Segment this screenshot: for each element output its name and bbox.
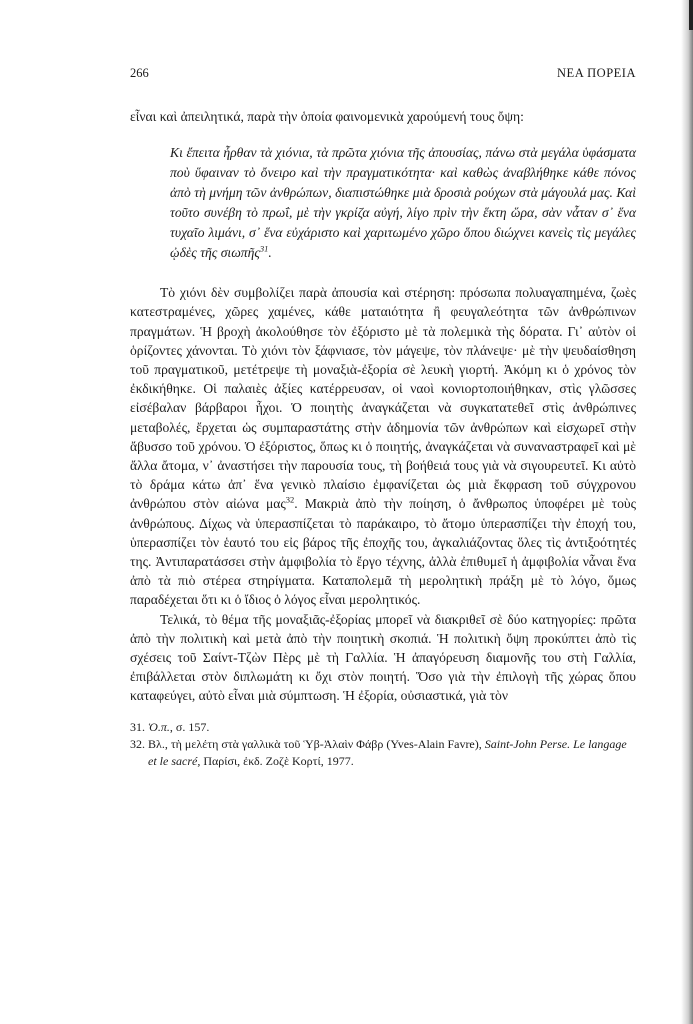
footnote-ref-32: 32 bbox=[285, 494, 295, 505]
page-edge-corner bbox=[689, 0, 693, 30]
footnote-31-page: , σ. 157. bbox=[169, 719, 210, 734]
block-quote: Κι ἔπειτα ἦρθαν τὰ χιόνια, τὰ πρῶτα χιόνια τῆς ἀπουσίας, πάνω στὰ μεγάλα ὑφάσματα ποὺ ὕφαιναν τὸ ὄνειρο καὶ τὴν πραγματικότητα· καὶ καθὼς ἀναβλήθηκε κάθε πόνος ἀπὸ τὴ μνήμη τῶν ἀνθρώπων, διαπιστώθηκε μιὰ δροσιὰ ρούχων στὰ μάγουλά μας. Καὶ τοῦτο συνέβη τὸ πρωΐ, μὲ τὴν γκρίζα αὐγή, λίγο πρὶν τὴν ἕκτη ὥρα, σὰν νἆταν σ᾽ ἕνα τυχαῖο λιμάνι, σ᾽ ἕνα εὐχάριστο καὶ χαριτωμένο χῶρο ὅπου διώχνει κανεὶς τὶς μεγάλες ᾠδὲς τῆς σιωπῆς$^{31}$. bbox=[170, 145, 636, 261]
page-header bbox=[130, 66, 636, 86]
page-number: 266 bbox=[130, 66, 149, 80]
paragraph-1-part-1: Τὸ χιόνι δὲν συμβολίζει παρὰ ἀπουσία καὶ στέρηση: πρόσωπα πολυαγαπημένα, ζωὲς κατεστραμένες, χῶρες χαμένες, κάθε ματαιότητα ἢ φευγαλεότητα τῶν ἀνθρώπινων πραγμάτων. Ἡ βροχὴ ἀκολούθησε τὸν ἐξόριστο μὲ τὰ πολεμικὰ τὴς δόρατα. Γι᾽ αὐτὸν οἱ ὁρίζοντες χάνονται. Τὸ χιόνι τὸν ξάφνιασε, τὸν μάγεψε, τὸν πλάνεψε· μὲ τὴν ψευδαίσθηση τοῦ πραγματικοῦ, μετέτρεψε τὴ μοναξιὰ-ἐξορία σὲ λευκὴ γιορτή. Ἀκόμη κι ὁ χρόνος τὸν ἐκδικήθηκε. Οἱ παλαιὲς ἀξίες κατέρρευσαν, οἱ ναοὶ κονιορτοποιήθηκαν, στὶς γλῶσσες εἰσέβαλαν βάρβαροι ἦχοι. Ὁ ποιητὴς ἀναγκάζεται νὰ συγκατατεθεῖ στὶς ἀνθρώπινες μεταβολές, ἔρχεται ὡς συμπαραστάτης στὴν ἀδημονία τῶν ἀνθρώπων καὶ εἰσχωρεῖ στὴν ἄβυσσο τοῦ χρόνου. Ὁ ἐξόριστος, ὅπως κι ὁ ποιητής, ἀναγκάζεται νὰ συναναστραφεῖ καὶ μὲ ἄλλα ἄτομα, ν᾽ ἀναστήσει τὴν παρουσία τους, τὴ βοήθειά τους γιὰ νὰ σιγουρευτεῖ. Κι αὐτὸ τὸ δράμα κάτω ἀπ᾽ ἕνα γενικὸ πλαίσιο ἐμφανίζεται ὡς μιὰ ἔκφραση τοῦ σύγχρονου ἀνθρώπου στὸν αἰώνα μας bbox=[130, 285, 636, 512]
paragraph-1 bbox=[130, 283, 636, 609]
footnotes bbox=[130, 719, 636, 770]
footnote-31-source: Ὁ.π. bbox=[148, 719, 170, 734]
footnote-32-text-b: Παρίσι, ἐκδ. Ζοζὲ Κορτί, 1977. bbox=[200, 753, 354, 768]
footnote-32-title: Saint-John Perse. Le langage et le sacré, bbox=[148, 736, 627, 768]
footnote-31 bbox=[130, 719, 636, 736]
footnote-31-number: 31. bbox=[130, 719, 145, 734]
page-edge-shadow bbox=[681, 0, 693, 1024]
footnote-ref-31: 31 bbox=[259, 243, 269, 254]
footnote-32 bbox=[130, 736, 636, 770]
paragraph-1-part-2: . Μακριὰ ἀπὸ τὴν ποίηση, ὁ ἄνθρωπος ὑποφέρει μὲ τοὺς ἀνθρώπους. Δίχως νὰ ὑπερασπίζεται τὸ παράκαιρο, τὸ ἄτομο ὑπερασπίζει τὴν ἐποχή του, ὑπερασπίζει τὸν ἑαυτό του εἰς βάρος τῆς ἐποχῆς του, ἀγκαλιάζοντας ὅλες τὶς ἀντιξοότητές της. Ἀντιπαρατάσσει στὴν ἀμφιβολία τὸ ἔργο τέχνης, ἀλλὰ ἐπιθυμεῖ ἡ ἀμφιβολία νἆναι ἕνα ἀπὸ τὰ πιὸ στέρεα στηρίγματα. Καταπολεμᾶ τὴ μερολητικὴ πράξη μὲ τὸ λόγο, ὅμως παραδέχεται ὅτι κι ὁ ἴδιος ὁ λόγος εἶναι μερολητικός. bbox=[130, 496, 636, 608]
quote-text: Κι ἔπειτα ἦρθαν τὰ χιόνια, τὰ πρῶτα χιόνια τῆς ἀπουσίας, πάνω στὰ μεγάλα ὑφάσματα ποὺ ὕφαιναν τὸ ὄνειρο καὶ τὴν πραγματικότητα· καὶ καθὼς ἀναβλήθηκε κάθε πόνος ἀπὸ τὴ μνήμη τῶν ἀνθρώπων, διαπιστώθηκε μιὰ δροσιὰ ρούχων στὰ μάγουλά μας. Καὶ τοῦτο συνέβη τὸ πρωΐ, μὲ τὴν γκρίζα αὐγή, λίγο πρὶν τὴν ἕκτη ὥρα, σὰν νἆταν σ᾽ ἕνα τυχαῖο λιμάνι, σ᾽ ἕνα εὐχάριστο καὶ χαριτωμένο χῶρο ὅπου διώχνει κανεὶς τὶς μεγάλες ᾠδὲς τῆς σιωπῆς bbox=[170, 145, 636, 261]
book-page bbox=[130, 66, 636, 966]
running-title: ΝΕΑ ΠΟΡΕΙΑ bbox=[557, 66, 636, 80]
page-body bbox=[130, 107, 636, 706]
paragraph-2: Τελικά, τὸ θέμα τῆς μοναξιᾶς-ἐξορίας μπορεῖ νὰ διακριθεῖ σὲ δύο κατηγορίες: πρῶτα ἀπὸ τὴν πολιτικὴ καὶ μετὰ ἀπὸ τὴν ποιητικὴ σκοπιά. Ἡ πολιτικὴ ὄψη προκύπτει ἀπὸ τὶς σχέσεις τοῦ Σαίντ-Τζὼν Πὲρς μὲ τὴ Γαλλία. Ἡ ἀπαγόρευση διαμονῆς του στὴ Γαλλία, ἐπιβάλλεται στὸν διπλωμάτη κι ὄχι στὸν ποιητή. Ὅσο γιὰ τὴν ἐπιλογὴ τῆς χώρας ὅπου καταφεύγει, αὐτὸ εἶναι μιὰ σύμπτωση. Ἡ ἐξορία, οὐσιαστικά, γιὰ τὸν bbox=[130, 611, 636, 704]
footnote-32-text-a: Βλ., τὴ μελέτη στὰ γαλλικὰ τοῦ Ὑβ-Ἀλαὶν Φάβρ (Yves-Alain Favre), bbox=[148, 736, 485, 751]
intro-line: εἶναι καὶ ἀπειλητικά, παρὰ τὴν ὁποία φαινομενικὰ χαρούμενή τους ὄψη: bbox=[130, 109, 524, 124]
footnote-32-number: 32. bbox=[130, 736, 145, 751]
